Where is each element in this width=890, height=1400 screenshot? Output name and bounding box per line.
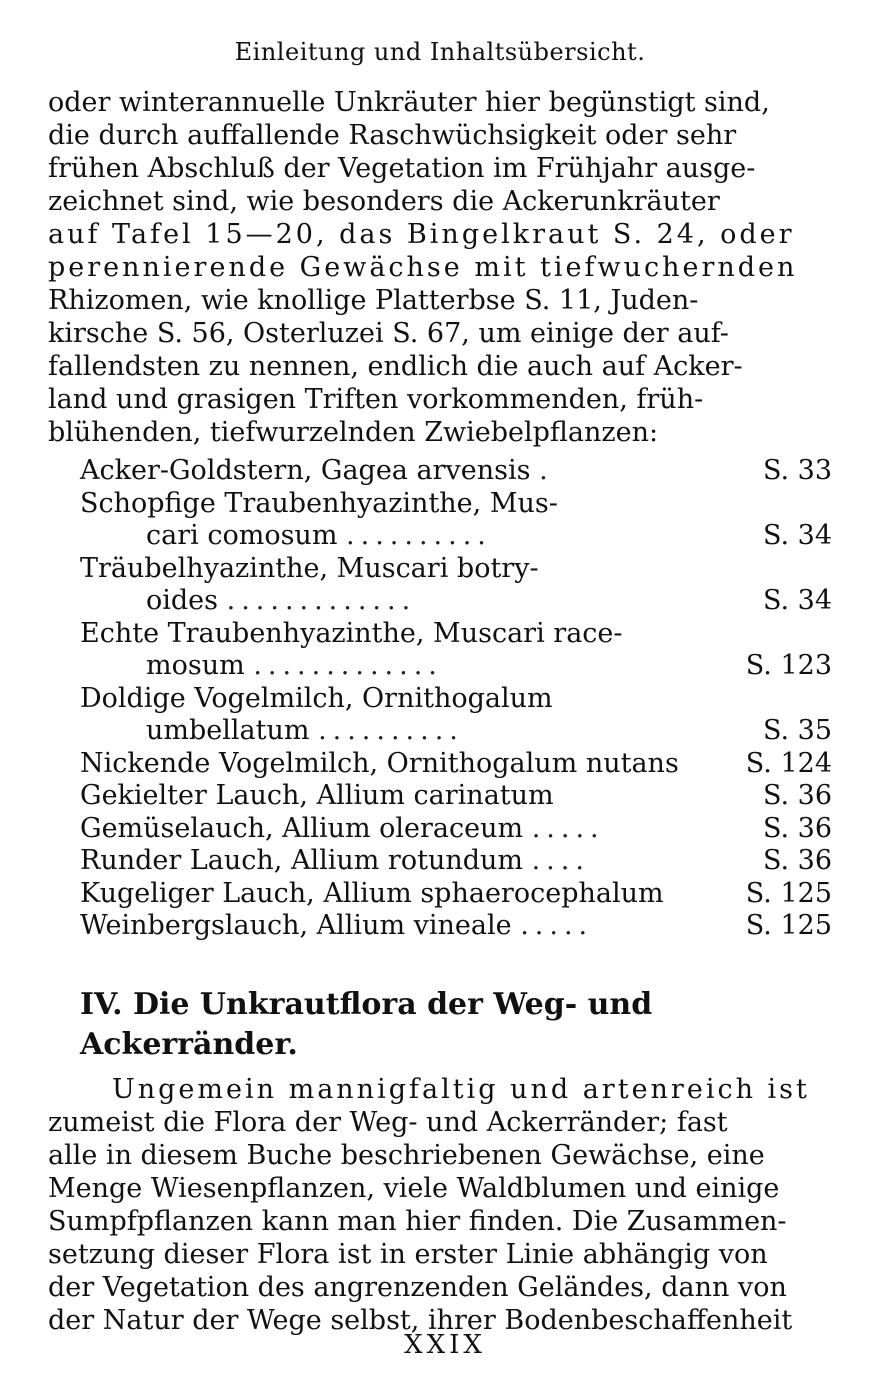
plant-entry (80, 553, 832, 618)
text-line: frühen Abschluß der Vegetation im Frühjahr ausge- (48, 153, 756, 184)
leader-dots: .......... (318, 715, 464, 746)
text-line: land und grasigen Triften vorkommenden, früh- (48, 384, 704, 415)
plant-name: Runder Lauch, Allium rotundum (80, 845, 523, 876)
page-reference: S. 34 (762, 520, 832, 551)
book-page (48, 32, 832, 1337)
text-line: fallendsten zu nennen, endlich die auch auf Acker- (48, 351, 743, 382)
plant-entry (80, 455, 832, 488)
plant-name: Gekielter Lauch, Allium carinatum (80, 780, 554, 811)
page-number: XXIX (404, 1330, 486, 1360)
plant-name-continued: mosum (146, 650, 245, 681)
page-reference: S. 124 (745, 747, 832, 779)
plant-name-continued: umbellatum (146, 715, 310, 746)
page-reference: S. 36 (762, 812, 832, 844)
plant-name-continued: cari comosum (146, 520, 338, 551)
text-line: blühenden, tiefwurzelnden Zwiebelpflanzen: (48, 417, 659, 448)
plant-entry (80, 845, 832, 878)
text-line: der Vegetation des angrenzenden Geländes, dann von (48, 1271, 787, 1303)
text-line: zumeist die Flora der Weg- und Ackerränder; fast (48, 1106, 728, 1138)
text-line: zeichnet sind, wie besonders die Ackerunkräuter (48, 186, 720, 217)
plant-entry (80, 910, 832, 943)
page-reference: S. 123 (745, 650, 832, 681)
intro-paragraph (48, 86, 832, 449)
plant-name: Kugeliger Lauch, Allium sphaerocephalum (80, 877, 664, 909)
page-reference: S. 36 (762, 780, 832, 811)
page-reference: S. 35 (762, 715, 832, 746)
text-line: perennierende Gewächse mit tiefwuchernden (48, 252, 798, 283)
plant-entry (80, 488, 832, 553)
text-line: alle in diesem Buche beschriebenen Gewächse, eine (48, 1139, 765, 1171)
plant-name: Acker-Goldstern, Gagea arvensis (80, 455, 531, 486)
leader-dots: ..... (531, 812, 605, 844)
plant-entry (80, 780, 832, 813)
plant-name: Schopfige Traubenhyazinthe, Mus- (80, 487, 558, 519)
plant-name: Träubelhyazinthe, Muscari botry- (80, 552, 539, 584)
plant-name: Echte Traubenhyazinthe, Muscari race- (80, 617, 623, 649)
leader-dots: ..... (520, 910, 594, 941)
plant-entry (80, 813, 832, 846)
text-line: Menge Wiesenpflanzen, viele Waldblumen und einige (48, 1172, 780, 1204)
text-line: setzung dieser Flora ist in erster Linie abhängig von (48, 1238, 768, 1270)
running-head: Einleitung und Inhaltsübersicht. (234, 38, 646, 66)
text-line: Sumpfpflanzen kann man hier finden. Die Zusammen- (48, 1205, 787, 1237)
plant-entry (80, 683, 832, 748)
text-line: kirsche S. 56, Osterluzei S. 67, um einige der auf- (48, 318, 729, 349)
plant-name: Nickende Vogelmilch, Ornithogalum nutans (80, 747, 679, 779)
plant-entry (80, 618, 832, 683)
plant-list (80, 455, 832, 943)
section-heading: IV. Die Unkrautflora der Weg- und Ackerränder. (80, 986, 653, 1062)
text-line: der Natur der Wege selbst, ihrer Bodenbeschaffenheit (48, 1304, 793, 1336)
plant-entry (80, 878, 832, 911)
text-line: auf Tafel 15—20, das Bingelkraut S. 24, oder (48, 219, 795, 250)
page-reference: S. 33 (762, 455, 832, 486)
text-line: Rhizomen, wie knollige Platterbse S. 11, Juden- (48, 285, 699, 316)
plant-name: Weinbergslauch, Allium vineale (80, 910, 512, 941)
page-reference: S. 125 (745, 877, 832, 909)
page-reference: S. 34 (762, 585, 832, 616)
page-reference: S. 125 (745, 910, 832, 941)
leader-dots: ............. (253, 650, 443, 681)
text-line: die durch auffallende Raschwüchsigkeit oder sehr (48, 120, 737, 151)
leader-dots: .......... (346, 520, 492, 551)
plant-name-continued: oides (146, 585, 219, 616)
leader-dots: . (539, 455, 554, 486)
plant-name: Gemüselauch, Allium oleraceum (80, 812, 524, 844)
plant-name: Doldige Vogelmilch, Ornithogalum (80, 682, 553, 714)
text-line: oder winterannuelle Unkräuter hier begünstigt sind, (48, 87, 770, 118)
leader-dots: ............. (226, 585, 417, 616)
page-reference: S. 36 (762, 845, 832, 876)
plant-entry (80, 748, 832, 781)
leader-dots: .... (531, 845, 590, 876)
text-line: Ungemein mannigfaltig und artenreich ist (112, 1073, 810, 1105)
section-paragraph (48, 1073, 832, 1337)
